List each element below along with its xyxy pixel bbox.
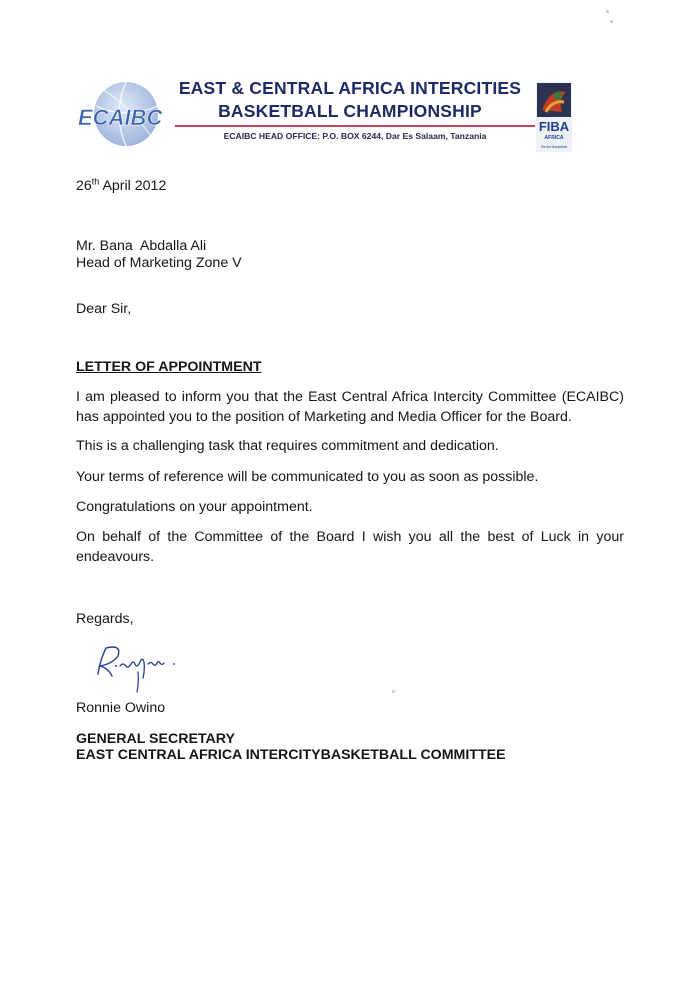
recipient-name: Mr. Bana Abdalla Ali (76, 238, 207, 254)
salutation: Dear Sir, (76, 301, 132, 317)
ecaibc-logo (74, 80, 174, 152)
org-name-line1: EAST & CENTRAL AFRICA INTERCITIES (178, 78, 522, 98)
fiba-africa-label: AFRICA (544, 135, 564, 141)
signer-name: Ronnie Owino (76, 700, 166, 716)
date-month-year: April 2012 (99, 178, 167, 194)
paragraph-appointment: I am pleased to inform you that the East Central Africa Intercity Committee (ECAIBC) has appointed you to the position of Marketing and Media Officer for the Board. (76, 389, 624, 425)
paragraph-challenge: This is a challenging task that requires commitment and dedication. (76, 438, 499, 454)
closing: Regards, (76, 611, 134, 627)
paragraph-best-wishes: On behalf of the Committee of the Board I wish you all the best of Luck in your endeavours. (76, 529, 624, 565)
signer-organization: EAST CENTRAL AFRICA INTERCITYBASKETBALL COMMITTEE (76, 747, 506, 763)
fiba-africa-logo (536, 82, 572, 152)
scan-speck (606, 10, 609, 13)
recipient-title: Head of Marketing Zone V (76, 255, 242, 271)
head-office-address: ECAIBC HEAD OFFICE: P.O. BOX 6244, Dar Es Salaam, Tanzania (223, 131, 487, 141)
paragraph-congratulations: Congratulations on your appointment. (76, 499, 313, 515)
paragraph-terms: Your terms of reference will be communicated to you as soon as possible. (76, 469, 539, 485)
fiba-tagline: We Are Basketball (541, 145, 567, 149)
header-divider (175, 125, 535, 127)
signer-title: GENERAL SECRETARY (76, 731, 235, 747)
fiba-wordmark: FIBA (538, 119, 570, 134)
scan-speck (610, 20, 613, 23)
letter-subject: LETTER OF APPOINTMENT (76, 359, 262, 375)
letter-date (76, 176, 166, 196)
date-day: 26 (76, 178, 92, 194)
scan-speck (392, 690, 395, 693)
org-name-line2: BASKETBALL CHAMPIONSHIP (218, 101, 482, 121)
handwritten-signature (92, 642, 192, 694)
date-ordinal: th (91, 176, 100, 187)
logo-wordmark: ECAIBC (78, 105, 163, 130)
